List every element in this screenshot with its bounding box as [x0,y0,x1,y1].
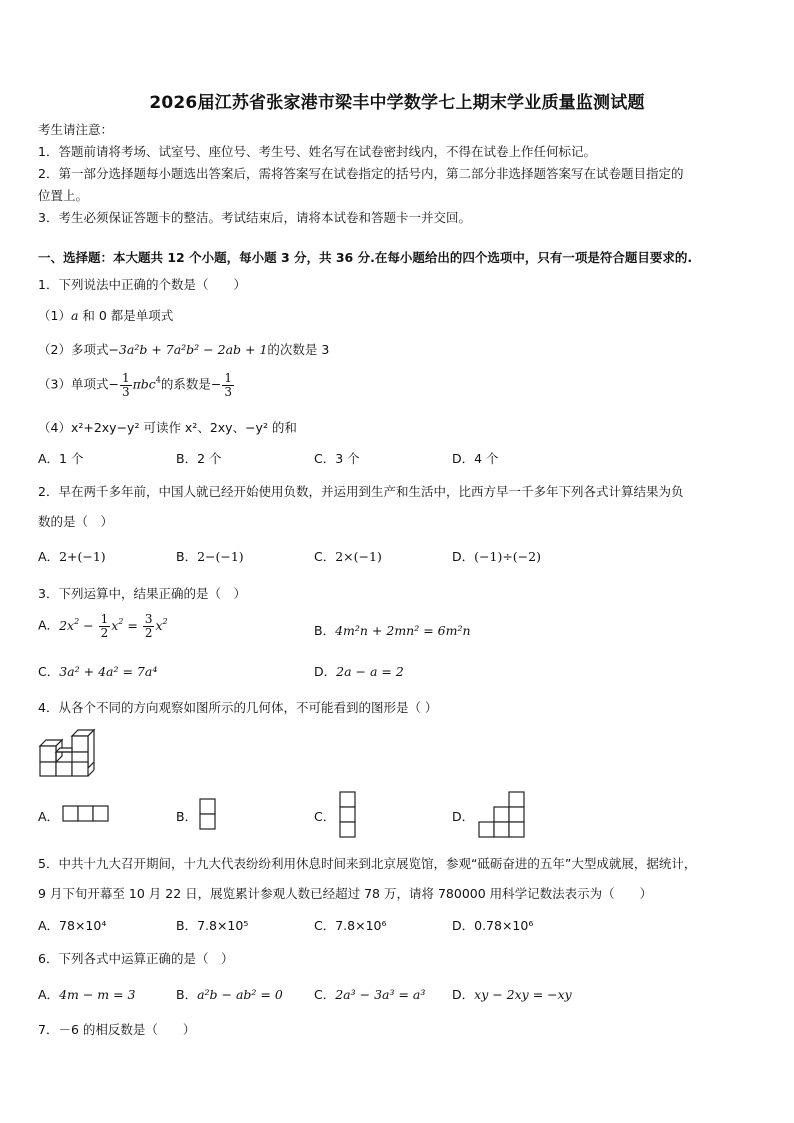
q6-option-b[interactable]: B．a²b − ab² = 0 [176,987,283,1002]
q3-option-b[interactable]: B．4m²n + 2mn² = 6m²n [314,623,471,638]
notice-item-1: 1．答题前请将考场、试室号、座位号、考生号、姓名写在试卷密封线内，不得在试卷上作任何标记。 [38,144,596,159]
q2-option-c-expr: 2×(−1) [335,549,382,564]
q1-statement-2 [38,340,329,358]
q1-s3-fraction-1: $\frac{1}{3}$ [121,371,130,399]
q5-option-d[interactable]: D．0.78×10⁶ [452,918,534,933]
section-heading: 一、选择题：本大题共 12 个小题，每小题 3 分，共 36 分.在每小题给出的四个选项中，只有一项是符合题目要求的. [38,250,693,265]
q1-s2-expr: −3a²b + 7a²b² − 2ab + 1 [108,342,268,357]
q2-option-b-expr: 2−(−1) [197,549,244,564]
q1-stem: 1．下列说法中正确的个数是（ ） [38,277,246,292]
q2-option-a-expr: 2+(−1) [59,549,106,564]
q1-s2-text: 的次数是 3 [267,342,330,357]
q1-s3-mono: πbc [132,376,156,392]
q5-option-a[interactable]: A．78×10⁴ [38,918,107,933]
q6-option-d-expr: xy − 2xy = −xy [474,987,572,1002]
q3-option-c-expr: 3a² + 4a² = 7a⁴ [59,664,158,679]
q6-option-b-expr: a²b − ab² = 0 [197,987,283,1002]
q3-option-c[interactable]: C．3a² + 4a² = 7a⁴ [38,664,158,679]
q1-s2-prefix: （2）多项式 [38,342,109,357]
notice-item-3: 3．考生必须保证答题卡的整洁。考试结束后，请将本试卷和答题卡一并交回。 [38,210,471,225]
q1-s3-text: 的系数是 [160,376,211,392]
q6-option-a-expr: 4m − m = 3 [59,987,136,1002]
q1-statement-4: （4）x²+2xy−y² 可读作 x²、2xy、−y² 的和 [38,420,297,435]
q4-option-b-figure[interactable] [198,797,218,831]
q5-stem-line-1: 5．中共十九大召开期间，十九大代表纷纷利用休息时间来到北京展览馆，参观“砥砺奋进的五年”大型成就展，据统计， [38,856,697,871]
q1-statement-1 [38,306,173,324]
q1-option-d[interactable]: D．4 个 [452,451,499,466]
q4-option-c-label[interactable]: C． [314,809,336,824]
q2-option-b[interactable]: B．2−(−1) [176,549,244,564]
q3-option-b-expr: 4m²n + 2mn² = 6m²n [335,623,471,638]
notice-item-2-cont: 位置上。 [38,188,89,203]
q3-stem: 3．下列运算中，结果正确的是（ ） [38,586,246,601]
q4-option-a-figure[interactable] [62,804,112,822]
q2-stem-line-1: 2．早在两千多年前，中国人就已经开始使用负数，并运用到生产和生活中，比西方早一千多年下列各式计算结果为负 [38,484,684,499]
q3-option-d-expr: 2a − a = 2 [336,664,404,679]
q2-option-a[interactable]: A．2+(−1) [38,549,106,564]
notice-item-2: 2．第一部分选择题每小题选出答案后，需将答案写在试卷指定的括号内，第二部分非选择题答案写在试卷题目指定的 [38,166,684,181]
q6-option-c[interactable]: C．2a³ − 3a³ = a³ [314,987,426,1002]
q4-option-d-figure[interactable] [476,790,528,839]
q2-option-d-expr: (−1)÷(−2) [474,549,541,564]
q1-s1-prefix: （1） [38,308,71,323]
q1-s1-text: 和 0 都是单项式 [78,308,174,323]
q6-option-a[interactable]: A．4m − m = 3 [38,987,136,1002]
q1-s3-prefix: （3）单项式 [38,376,109,392]
notice-heading: 考生请注意： [38,122,114,137]
q4-stem: 4．从各个不同的方向观察如图所示的几何体，不可能看到的图形是（ ） [38,700,438,715]
q5-option-b[interactable]: B．7.8×10⁵ [176,918,249,933]
q1-statement-3: （3）单项式− $\frac{1}{3}$ πbc$^4$的系数是− $\frac{1}{3}$ [38,371,233,399]
q6-stem: 6．下列各式中运算正确的是（ ） [38,951,234,966]
q1-option-c[interactable]: C．3 个 [314,451,360,466]
page-title: 2026届江苏省张家港市梁丰中学数学七上期末学业质量监测试题 [149,93,645,113]
q6-option-d[interactable]: D．xy − 2xy = −xy [452,987,572,1002]
q4-option-d-label[interactable]: D． [452,809,475,824]
q4-option-b-label[interactable]: B． [176,809,198,824]
q5-stem-line-2: 9 月下旬开幕至 10 月 22 日，展览累计参观人数已经超过 78 万，请将 780000 用科学记数法表示为（ ） [38,886,653,901]
q4-option-a-label[interactable]: A． [38,809,60,824]
q4-option-c-figure[interactable] [338,790,358,839]
q1-option-a[interactable]: A．1 个 [38,451,84,466]
q1-s3-fraction-2: $\frac{1}{3}$ [224,371,233,399]
q3-a-frac-2: $\frac{3}{2}$ [144,612,153,640]
q3-a-frac-1: $\frac{1}{2}$ [100,612,109,640]
q3-option-d[interactable]: D．2a − a = 2 [314,664,404,679]
q7-stem: 7．－6 的相反数是（ ） [38,1022,196,1037]
q3-option-a[interactable]: A．$2x^2$ − $\frac{1}{2}$ $x^2$ = $\frac{3}{2}$ $x^2$ [38,612,168,640]
q2-stem-line-2: 数的是（ ） [38,514,114,529]
q2-option-d[interactable]: D．(−1)÷(−2) [452,549,541,564]
q6-option-c-expr: 2a³ − 3a³ = a³ [335,987,426,1002]
q1-s1-var: a [70,308,79,323]
q4-solid-figure [38,728,96,778]
q2-option-c[interactable]: C．2×(−1) [314,549,382,564]
q1-option-b[interactable]: B．2 个 [176,451,222,466]
q5-option-c[interactable]: C．7.8×10⁶ [314,918,387,933]
